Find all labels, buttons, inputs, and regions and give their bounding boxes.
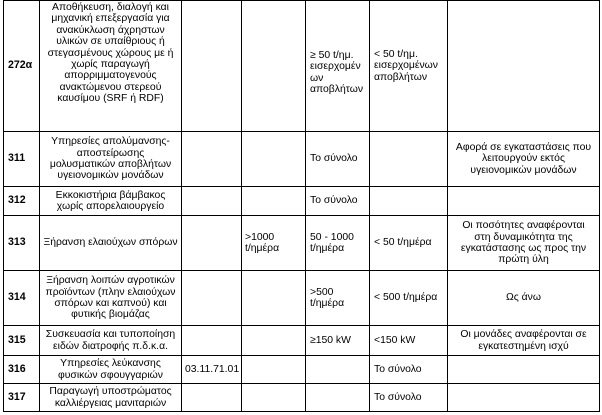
table-row (4, 1, 600, 132)
cell-col6: <150 kW (370, 326, 448, 356)
table-row (4, 271, 600, 326)
cell-col6: < 50 t/ημ. εισερχομένων αποβλήτων (370, 1, 448, 132)
activity-description: Εκκοκιστήρια βάμβακος χωρίς απορελαιουργείο (40, 187, 182, 216)
activity-description: Ξήρανση ελαιούχων σπόρων (40, 216, 182, 271)
activity-description: Συσκευασία και τυποποίηση ειδών διατροφής π.δ.κ.α. (40, 326, 182, 356)
cell-col3 (182, 1, 242, 132)
cell-col5: ≥150 kW (306, 326, 370, 356)
cell-col7 (448, 1, 600, 132)
activity-table (3, 0, 600, 412)
cell-col6 (370, 132, 448, 187)
cell-col6 (370, 187, 448, 216)
cell-col4 (242, 1, 306, 132)
activity-code: 311 (4, 132, 40, 187)
activity-description: Υπηρεσίες απολύμανσης- αποστείρωσης μολυσματικών αποβλήτων υγειονομικών μονάδων (40, 132, 182, 187)
cell-col7: Οι μονάδες αναφέρονται σε εγκατεστημένη ισχύ (448, 326, 600, 356)
table-row (4, 132, 600, 187)
cell-col7 (448, 384, 600, 412)
table-row (4, 356, 600, 384)
activity-code: 312 (4, 187, 40, 216)
cell-col5: >500 t/ημέρα (306, 271, 370, 326)
activity-code: 317 (4, 384, 40, 412)
cell-col7: Ως άνω (448, 271, 600, 326)
cell-col6: < 500 t/ημέρα (370, 271, 448, 326)
cell-col5: 50 - 1000 t/ημέρα (306, 216, 370, 271)
cell-col3 (182, 271, 242, 326)
cell-col4 (242, 132, 306, 187)
table-row (4, 384, 600, 412)
cell-col7 (448, 356, 600, 384)
activity-description: Παραγωγή υποστρώματος καλλιέργειας μανιταριών (40, 384, 182, 412)
activity-description: Υπηρεσίες λεύκανσης φυσικών σφουγγαριών (40, 356, 182, 384)
cell-col6: < 50 t/ημέρα (370, 216, 448, 271)
activity-description: Αποθήκευση, διαλογή και μηχανική επεξεργασία για ανακύκλωση άχρηστων υλικών σε υπαίθριους ή στεγασμένους χώρους με ή χωρίς παραγωγή απορριμματογενούς ανακτώμενου στερεού καυσίμου (SRF ή RDF) (40, 1, 182, 132)
table-row (4, 326, 600, 356)
cell-col5: Το σύνολο (306, 187, 370, 216)
cell-col6: Το σύνολο (370, 384, 448, 412)
cell-col4 (242, 384, 306, 412)
activity-code: 272α (4, 1, 40, 132)
activity-code: 315 (4, 326, 40, 356)
cell-col3 (182, 326, 242, 356)
table-row (4, 187, 600, 216)
cell-col4 (242, 356, 306, 384)
activity-code: 313 (4, 216, 40, 271)
cell-col7: Οι ποσότητες αναφέρονται στη δυναμικότητα της εγκατάστασης ως προς την πρώτη ύλη (448, 216, 600, 271)
cell-col7: Αφορά σε εγκαταστάσεις που λειτουργούν εκτός υγειονομικών μονάδων (448, 132, 600, 187)
cell-col4 (242, 326, 306, 356)
cell-col3 (182, 384, 242, 412)
cell-col3 (182, 187, 242, 216)
activity-description: Ξήρανση λοιπών αγροτικών προϊόντων (πλην ελαιούχων σπόρων και καπνού) και φυτικής βιομάζας (40, 271, 182, 326)
cell-col3: 03.11.71.01 (182, 356, 242, 384)
cell-col5 (306, 356, 370, 384)
cell-col5: Το σύνολο (306, 132, 370, 187)
cell-col3 (182, 132, 242, 187)
cell-col6: Το σύνολο (370, 356, 448, 384)
activity-code: 314 (4, 271, 40, 326)
cell-col5: ≥ 50 t/ημ. εισερχομέν ων αποβλήτων (306, 1, 370, 132)
table-row (4, 216, 600, 271)
cell-col4 (242, 187, 306, 216)
cell-col7 (448, 187, 600, 216)
activity-code: 316 (4, 356, 40, 384)
cell-col4 (242, 271, 306, 326)
cell-col4: >1000 t/ημέρα (242, 216, 306, 271)
cell-col3 (182, 216, 242, 271)
cell-col5 (306, 384, 370, 412)
